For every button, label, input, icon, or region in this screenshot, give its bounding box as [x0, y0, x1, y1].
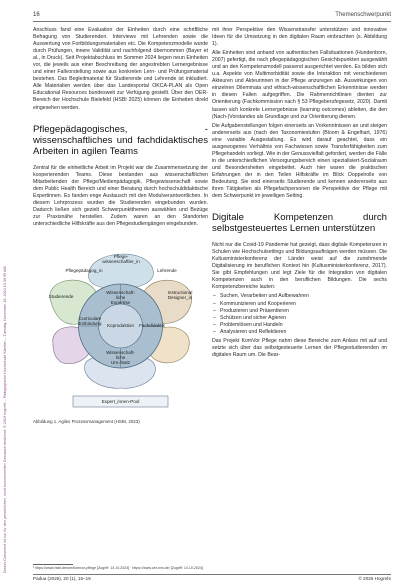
section-heading-digital-competencies: Digitale Kompetenzen durch selbstgesteuertes Lernen unterstützen [212, 212, 387, 235]
label-studierende: Studierende [48, 293, 74, 299]
right-paragraph-4: Nicht nur die Covid-19 Pandemie hat gezeigt, dass digitale Kompetenzen in Schulen wie Hochschulsettings und Bildungsaufträgen werden müssen. Die Kultusministerkonferenz der Länder weist auf die zunehmende Digitalisierung im beruflichen Kontext hin (Kultusministerkonferenz, 2017). Sie gibt Empfehlungen und legt Ziele für die Integration von digitalen Kompetenzen auch in den beruflichen Bildungen. Die sechs Kompetenzbereiche lauten: [212, 242, 387, 291]
header-rule [33, 21, 391, 22]
label-expert-pool: Expert_innen-Pool [101, 398, 140, 404]
section-title: Themenschwerpunkt [335, 12, 391, 18]
right-paragraph-1: mit ihrer Perspektive den Wissenstransfer unterstützen und innovative Ideen für die Umsetzung in den digitalen Raum einbrachten (s. Abbildung 1). [212, 27, 387, 48]
journal-citation: Padua (2025), 20 (1), 15–19 [33, 576, 91, 581]
running-head [33, 12, 391, 21]
label-inner-top: Wissenschaft- liche Expertise [106, 289, 135, 305]
footer-rule [33, 574, 391, 575]
figure-caption: Abbildung 1. Agiles Prozessmanagement (HSBI, 2023) [33, 418, 140, 424]
copyright: © 2025 Hogrefe [358, 576, 391, 581]
left-paragraph-2: Zentral für die einheitliche Arbeit im Projekt war die Zusammensetzung der kooperierenden Teams. Diese bestanden aus wissenschaftlichen Mitarbeitenden der Pflege/Medienpädagogik, Pflegewissenschaft sowie dem Public Health Bereich und einer Beratung durch hochschuldidaktische Expertinnen. Es fanden enge Austausch mit den Modulverantwortlichen. In diesem Lehrprozess wurden die Studierenden eingebunden wurden. Dadurch ließen sich gezielt Schwerpunktthemen auswählen und Bezüge zur Praxisnähe herstellen. Zudem waren an den Standorten unterschiedliche Hilfskräfte aus den Pflegestudiengängen eingebunden. [33, 164, 208, 227]
list-item: – Problemlösen und Handeln [220, 322, 387, 329]
sidebar-watermark [0, 0, 9, 585]
list-item: – Produzieren und Präsentieren [220, 308, 387, 315]
label-instructional-designer: Instructional Designer_in [167, 289, 193, 300]
label-inner-center: Koproduktion [106, 322, 135, 328]
label-pflegewissenschaftler: Pflege- wissenschaftler_in [102, 253, 140, 264]
competency-list [212, 293, 387, 335]
list-item: – Kommunizieren und Kooperieren [220, 301, 387, 308]
left-paragraph-1: Anschluss fand eine Evaluation der Einheiten durch eine schriftliche Befragung von Studierenden. Interviews mit Lehrenden sowie die Auswertung von Fortbildungsmaterialien etc. Die Kompetenzmodelle wurde durch Prüfungen, innere Validität und nachfolgend übernommen (Bayer et al., in Druck). Seit Projektabschluss im Sommer 2024 liegen neun Einheiten vor, die jeweils aus einer Beschreibung der angestrebten Lernergebnisse und einer Fallvorstellung sowie aus konkreten Lern- und Prüfungsmaterial bestehen. Das Begleitmaterial für Studierende und Lehrende ist inkludiert. Alle Materialien werden über das Landesportal OKCA-PLAN als Open Educational Resources bundesweit zur Verfügung gestellt. Über den OER-Bereich der Hochschule Bielefeld (HSBI 2025) können die Einheiten direkt eingesehen werden. [33, 27, 208, 111]
right-column [212, 27, 387, 361]
figure-agile-process [33, 232, 208, 418]
right-paragraph-5: Das Projekt KomVor Pflege nahm diese Bereiche zum Anlass mit auf und setzte sich über das selbstgesteuerte Lernen der Pflegestudierenden im digitalen Raum um. Die Bear- [212, 337, 387, 358]
section-heading-agile-teams: Pflegepädagogisches, -wissenschaftliches und fachdidaktisches Arbeiten in agilen Teams [33, 123, 208, 157]
list-item: – Analysieren und Reflektieren [220, 329, 387, 336]
watermark-text: Dieses Dokument ist nur für den persönlichen, nicht kommerziellen Gebrauch bestimmt. © 2019 hogrefe – Pädagogische Hochschule Kärnten – Tuesday, November 19, 2024 10:39:59 AM [3, 266, 7, 573]
footnote-rule [33, 564, 73, 565]
label-inner-left: Curriculare Einbindung [78, 315, 102, 326]
left-column [33, 27, 208, 425]
list-item: – Schützen und sicher Agieren [220, 315, 387, 322]
footer [33, 576, 391, 583]
label-inner-right: Fachdidaktik [139, 322, 165, 328]
right-paragraph-3: Die Aufgabenstellungen folgen einerseits an Vorkenntnissen an und steigen andererseits aus (nach den Taxonomiestufen (Bloom & Engelhart, 1976) eine variable Ausgestaltung. Es wird darauf geachtet, dass ein ausgewogenes Verhältnis von Fachwissen sowie Transferfähigkeiten zum Pflegehandeln vorliegt. Wie in der Genussvielfalt gefordert, werden die Fälle in die unterschiedlichen Versorgungsbereich einen spezialisiert-Sozialraum und Besondersheiten eingebettet. Auch hier waren die praktischen Erfahrungen der in den Teilen Hilfskräfte im Blick Doppelrolle von Bedeutung. Sie sind einerseits Studierende und kennen andererseits aus ihren Tätigkeiten als Pflegefachpersonen die Perspektive der Pflege mit dem Schwerpunkt im jeweiligen Setting. [212, 122, 387, 200]
list-item: – Suchen, Verarbeiten und Aufbewahren [220, 293, 387, 300]
label-pflegepaedagogin: Pflegepädagog_in [65, 267, 103, 273]
label-inner-bottom: Wissenschaft- liche Um-/Satz [106, 349, 135, 365]
label-lehrende: Lehrende [157, 267, 177, 273]
right-paragraph-2: Alle Einheiten sind anhand von authentischen Fallsituationen (Hundenborn, 2007) gefertigt, die nach pflegepädagogischen Gesichtspunkten ausgewählt und an den Kompetenzmodell passend ausgerichtet werden. Es bilden sich u.a. Aspekte von Multimorbidität sowie die Interaktion mit verschiedenen Akteuren und Akteurinnen in der Pflege anzuregen ab. Auswirkungen von einzelnen Dilemmata und ethisch-wissenschaftlichen Erkenntnisse werden in diesen Fallen aufgegriffen. Die Rahmenrichtlinien dienten zur Orientierung (Fachkommission nach § 53 Pflegeberufegesetz, 2020). Damit lassen sich konkrete Lernergebnisse (learning outcomes) ableiten, die den (Nach-)Vorstandes als Grundlage und zur Orientierung dienen. [212, 50, 387, 120]
footnote: ¹ https://www.hsbi.de/oer/komvor-pflege [Zugriff: 14.10.2024] · https://www.oer-nrw.de/ [Zugriff: 14.10.2024] [33, 566, 203, 570]
page-number: 16 [33, 12, 40, 18]
